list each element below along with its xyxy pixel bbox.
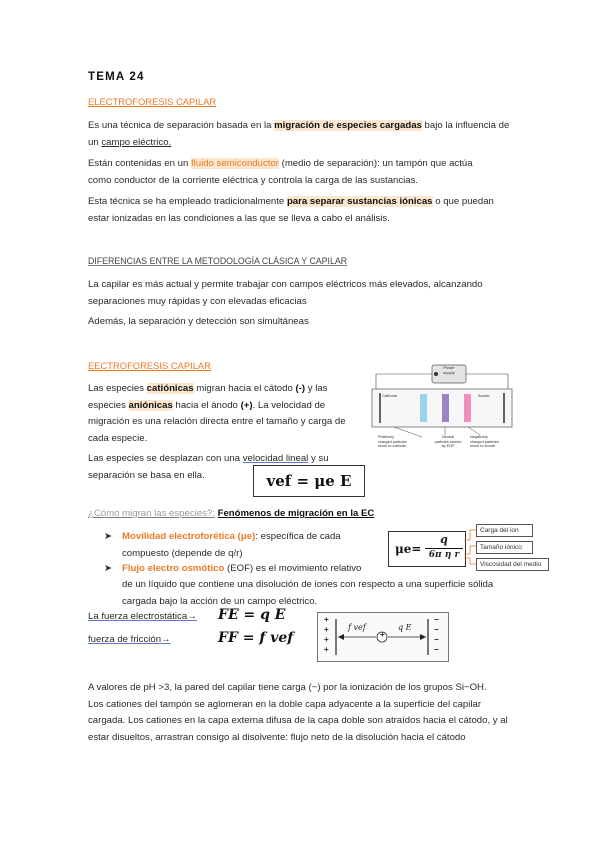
highlight-text: para separar sustancias iónicas <box>286 196 433 207</box>
text: : específica de cada <box>255 531 341 542</box>
pointer-right <box>468 427 480 435</box>
connector-carga <box>464 530 476 540</box>
text: bajo la influencia de <box>424 120 510 131</box>
text: La capilar es más actual y permite trabajar con campos eléctricos más elevados, alcanzando <box>88 279 483 290</box>
text: + <box>324 625 329 634</box>
text: Las especies se desplazan con una <box>88 453 241 464</box>
page-title: TEMA 24 <box>88 71 145 83</box>
fraction-bar <box>425 548 463 549</box>
mobility-numerator: q <box>440 533 448 546</box>
text: hacia el ánodo <box>175 399 238 411</box>
formula-fe: FE = q E <box>218 607 286 623</box>
text: Es una técnica de separación basada en la <box>88 120 272 131</box>
capillary-diagram <box>366 363 516 461</box>
text: migran hacia el cátodo <box>196 383 293 394</box>
text: move to anode <box>470 444 496 449</box>
caption-left <box>378 435 426 449</box>
caption-mid <box>430 435 466 449</box>
text: by EOF <box>441 444 455 449</box>
paragraph-ph <box>88 680 538 746</box>
band-cation <box>420 394 427 422</box>
formula-ff: FF = f vef <box>218 630 294 646</box>
section-heading-eectroforesis: EECTROFORESIS CAPILAR <box>88 360 211 371</box>
ff-label <box>88 634 171 645</box>
text: Esta técnica se ha empleado tradicionalmente <box>88 196 285 207</box>
text: y las <box>307 383 328 394</box>
migration-heading <box>88 508 374 519</box>
bullet-movilidad <box>104 529 384 562</box>
paragraph-ionic <box>88 194 528 227</box>
subheading-text: Fenómenos de migración en la EC <box>217 508 375 519</box>
mobility-denominator: 6π η r <box>428 550 460 560</box>
text: o que puedan <box>435 196 494 207</box>
arrow-bullet-icon: ➤ <box>104 531 113 542</box>
anode-label: Anode <box>478 393 490 398</box>
highlight-text: Flujo electro osmótico <box>122 563 225 574</box>
arrow-electric-head <box>420 634 426 640</box>
text: − <box>434 635 439 644</box>
text: un <box>88 136 99 148</box>
text: cargada. Los cationes en la capa externa difusa de la capa doble son atraídos hacia el cátodo, y al <box>88 715 508 726</box>
text: Las especies <box>88 383 144 394</box>
highlight-text: fluido semiconductor <box>190 158 279 169</box>
text: charged particles <box>470 439 499 444</box>
text: A valores de pH >3, la pared del capilar tiene carga (−) por la ionización de los grupos Si−OH. <box>88 682 487 693</box>
paragraph-diferencias <box>88 277 528 310</box>
text: estar ionizadas en las condiciones a las que se lleva a cabo el análisis. <box>88 212 390 224</box>
band-neutral <box>442 394 449 422</box>
mobility-lhs: μe= <box>395 542 422 556</box>
text: + <box>324 615 329 624</box>
underlined-text: fuerza de fricción→ <box>88 634 171 645</box>
power-supply-label <box>433 365 465 375</box>
highlight-text: catiónicas <box>146 383 194 394</box>
text: (EOF) es el movimiento relativo <box>227 563 362 574</box>
arrow-bullet-icon: ➤ <box>104 563 113 574</box>
text: . La velocidad de <box>252 399 326 411</box>
caption-right <box>470 435 516 449</box>
cathode-label: Cathode <box>382 393 398 398</box>
text: separación se basa en ella. <box>88 469 205 481</box>
text: Están contenidas en un <box>88 158 189 169</box>
text: de un líquido que contiene una disolución de iones con respecto a una superficie sólida <box>122 579 494 590</box>
legend-viscosidad: Viscosidad del medio <box>476 558 549 571</box>
text: (+) <box>240 399 253 411</box>
underlined-text: La fuerza electrostática→ <box>88 611 197 622</box>
text: − <box>434 645 439 654</box>
section-heading-electroforesis: ELECTROFORESIS CAPILAR <box>88 96 217 107</box>
text: estar disueltos, arrastran consigo al disolvente: flujo neto de la disolución hacia el cátodo <box>88 731 466 743</box>
text: + <box>324 635 329 644</box>
text: Power <box>443 365 455 370</box>
legend-tamano: Tamaño iónico <box>476 541 533 554</box>
paragraph-simultaneas: Además, la separación y detección son simultáneas <box>88 316 309 327</box>
text: especies <box>88 399 126 411</box>
band-anion <box>464 394 471 422</box>
text: supply <box>443 370 455 375</box>
fe-label <box>88 611 197 622</box>
text: Los cationes del tampón se aglomeran en la doble capa adyacente a la superficie del capilar <box>88 698 482 710</box>
text: − <box>434 615 439 624</box>
highlight-text: aniónicas <box>128 399 173 411</box>
text: + <box>324 645 329 654</box>
connector-tamano <box>464 546 476 554</box>
text: como conductor de la corriente eléctrica y controla la carga de las sustancias. <box>88 174 419 186</box>
text: − <box>434 625 439 634</box>
text: (medio de separación): un tampón que actúa <box>281 158 473 169</box>
text: compuesto (depende de q/r) <box>122 547 243 559</box>
qe-label: q E <box>398 623 412 632</box>
text: Neutral <box>441 435 455 439</box>
formula-vef: vef = μe E <box>266 472 352 490</box>
text: Negatively <box>470 435 488 439</box>
text: separaciones muy rápidas y con elevadas eficacias <box>88 295 307 307</box>
bullet-eof-cont <box>122 577 542 610</box>
paragraph-medium <box>88 156 528 189</box>
question-text: ¿Cómo migran las especies?: <box>88 508 215 519</box>
section-heading-diferencias: DIFERENCIAS ENTRE LA METODOLOGÍA CLÁSICA Y CAPILAR <box>88 256 348 266</box>
text: particles carried <box>434 439 462 444</box>
fv-label: f vef <box>348 623 366 632</box>
ion-plus: + <box>380 630 385 639</box>
legend-carga: Carga del ion <box>476 524 533 537</box>
text: migración es una relación directa entre el tamaño y carga de <box>88 416 346 427</box>
bullet-eof <box>104 561 384 578</box>
text: y su <box>310 453 329 464</box>
underlined-text: campo eléctrico. <box>101 136 172 148</box>
formula-mobility-box <box>388 531 466 567</box>
text: charged particles <box>378 439 407 444</box>
underlined-text: velocidad lineal <box>242 453 309 464</box>
highlight-text: migración de especies cargadas <box>274 120 422 131</box>
paragraph-definition <box>88 118 528 151</box>
highlight-text: Movilidad electroforética (μe) <box>122 531 256 542</box>
text: cargada bajo la acción de un campo eléctrico. <box>122 595 318 607</box>
paragraph-especies <box>88 381 363 447</box>
force-diagram <box>317 612 449 662</box>
minus-signs <box>434 615 439 655</box>
text: cada especie. <box>88 432 148 444</box>
text: Positively <box>378 435 395 439</box>
plus-signs <box>324 615 329 655</box>
formula-vef-box <box>253 465 365 497</box>
connector-viscosidad <box>464 558 476 564</box>
text: move to cathode <box>378 444 407 449</box>
arrow-friction-head <box>338 634 344 640</box>
text: (-) <box>295 383 306 394</box>
